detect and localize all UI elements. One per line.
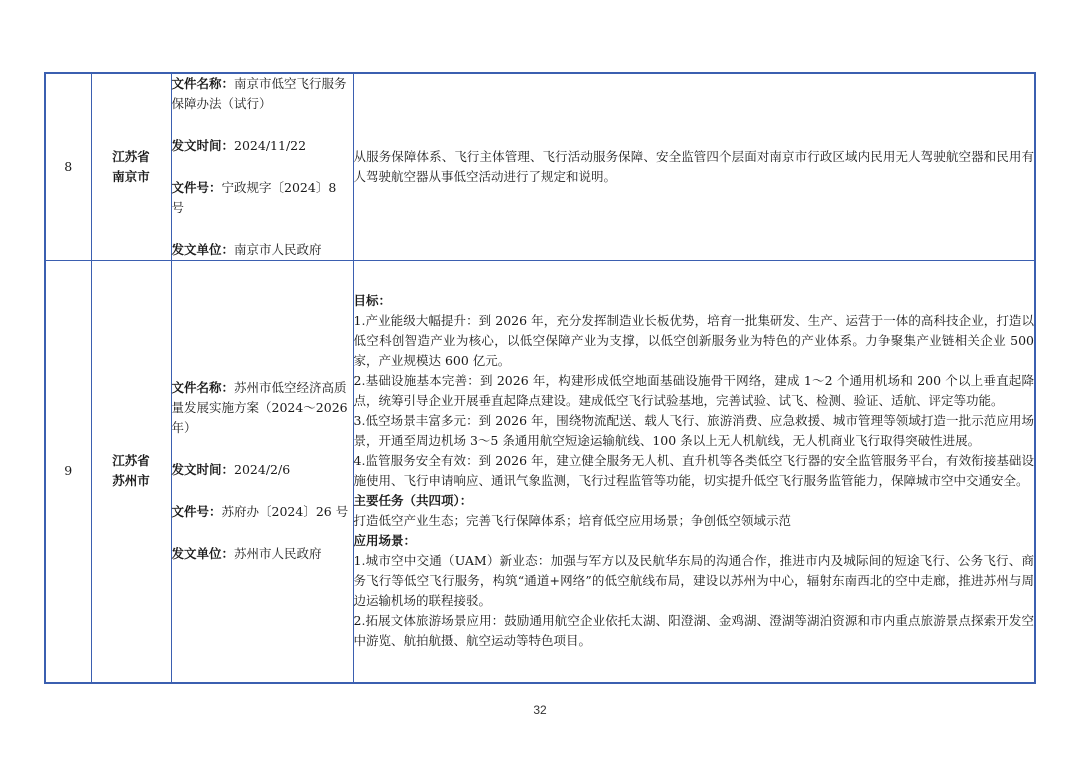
doc-number-field [172, 178, 353, 218]
doc-number-label: 文件号： [171, 180, 222, 195]
region-province: 江苏省 [112, 453, 150, 469]
policy-table [44, 72, 1036, 684]
goal-item: 1.产业能级大幅提升：到 2026 年，充分发挥制造业长板优势，培育一批集研发、生产、运营于一体的高科技企业，打造以低空科创智造产业为核心，以低空保障产业为支撑，以低空创新服务业为特色的产业体系。力争聚集产业链相关企业 500 家，产业规模达 600 亿元。 [353, 313, 1034, 369]
doc-name-value: 南京市低空飞行服务保障办法（试行） [171, 76, 347, 111]
doc-date-field [172, 460, 353, 480]
document-meta [171, 261, 353, 683]
table-row-9 [45, 261, 1035, 683]
doc-issuer-field [172, 240, 353, 260]
doc-issuer-label: 发文单位： [171, 242, 235, 257]
goals-heading: 目标： [353, 293, 392, 309]
doc-date-value: 2024/11/22 [234, 138, 307, 153]
doc-date-field [172, 136, 353, 156]
region-city: 南京市 [112, 169, 150, 184]
summary-cell [353, 73, 1035, 261]
row-index: 9 [45, 261, 91, 683]
row-index: 8 [45, 73, 91, 261]
doc-number-value: 苏府办〔2024〕26 号 [221, 504, 349, 520]
scene-item: 1.城市空中交通（UAM）新业态：加强与军方以及民航华东局的沟通合作，推进市内及城际间的短途飞行、公务飞行、商务飞行等低空飞行服务，构筑“通道+网络”的低空航线布局，建设以苏州为中心，辐射东南西北的空中走廊，推进苏州与周边运输机场的联程接驳。 [353, 553, 1034, 609]
summary-text: 从服务保障体系、飞行主体管理、飞行活动服务保障、安全监管四个层面对南京市行政区域内民用无人驾驶航空器和民用有人驾驶航空器从事低空活动进行了规定和说明。 [353, 149, 1034, 184]
tasks-text: 打造低空产业生态；完善飞行保障体系；培育低空应用场景；争创低空领域示范 [353, 513, 792, 529]
region-cell [91, 73, 171, 261]
region-city: 苏州市 [112, 473, 150, 489]
doc-number-field [172, 502, 353, 522]
summary-cell [353, 261, 1035, 683]
doc-name-value: 苏州市低空经济高质量发展实施方案（2024～2026 年） [171, 380, 348, 436]
doc-date-label: 发文时间： [171, 462, 235, 478]
region-cell [91, 261, 171, 683]
doc-number-value: 宁政规字〔2024〕8 号 [171, 180, 337, 215]
doc-issuer-value: 苏州市人民政府 [234, 546, 322, 562]
scene-item: 2.拓展文体旅游场景应用：鼓励通用航空企业依托太湖、阳澄湖、金鸡湖、澄湖等湖泊资源和市内重点旅游景点探索开发空中游览、航拍航摄、航空运动等特色项目。 [353, 613, 1034, 649]
doc-date-label: 发文时间： [171, 138, 235, 153]
table-row-8 [45, 73, 1035, 261]
doc-issuer-value: 南京市人民政府 [234, 242, 322, 257]
region-province: 江苏省 [112, 149, 150, 164]
doc-name-label: 文件名称： [171, 380, 235, 396]
doc-issuer-field [172, 544, 353, 564]
document-meta [171, 73, 353, 261]
page-number: 32 [533, 703, 547, 717]
doc-name-field [172, 74, 353, 114]
doc-name-label: 文件名称： [171, 76, 235, 91]
doc-date-value: 2024/2/6 [234, 462, 291, 478]
goal-item: 4.监管服务安全有效：到 2026 年，建立健全服务无人机、直升机等各类低空飞行器的安全监管服务平台，有效衔接基础设施使用、飞行申请响应、通讯气象监测，飞行过程监管等功能，切实提升低空飞行服务监管能力，保障城市空中交通安全。 [353, 453, 1034, 489]
doc-issuer-label: 发文单位： [171, 546, 235, 562]
scenes-heading: 应用场景： [353, 533, 417, 549]
doc-name-field [172, 378, 353, 438]
doc-number-label: 文件号： [171, 504, 222, 520]
goal-item: 3.低空场景丰富多元：到 2026 年，围绕物流配送、载人飞行、旅游消费、应急救援、城市管理等领域打造一批示范应用场景，开通至周边机场 3～5 条通用航空短途运输航线、100 条以上无人机航线，无人机商业飞行取得突破性进展。 [353, 413, 1034, 449]
tasks-heading: 主要任务（共四项）： [353, 493, 473, 509]
goal-item: 2.基础设施基本完善：到 2026 年，构建形成低空地面基础设施骨干网络，建成 1～2 个通用机场和 200 个以上垂直起降点，统筹引导企业开展垂直起降点建设。建成低空飞行试验基地，完善试验、试飞、检测、验证、适航、评定等功能。 [353, 373, 1034, 409]
